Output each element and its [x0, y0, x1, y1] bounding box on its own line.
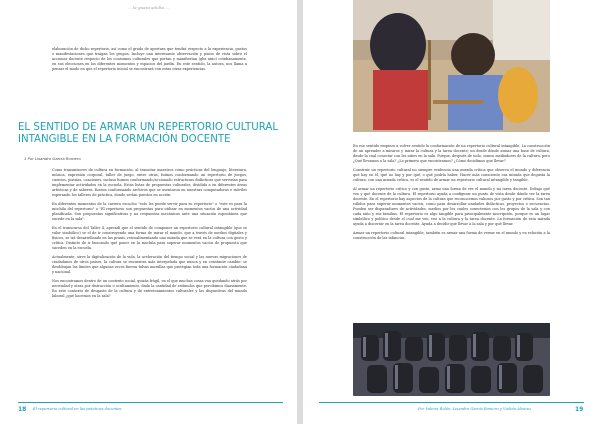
footer-text: El repertorio cultural en las prácticas docentes [33, 407, 122, 411]
running-head: ... la guasa adulta ... [127, 5, 170, 10]
right-body [353, 144, 550, 245]
body-paragraph: Armar un repertorio cultural intangible, también es armar una forma de verme en el mundo y en relación a la construcción de las infancias. [353, 230, 550, 240]
body-paragraph: Construir un repertorio cultural no siempre evidencia una mirada crítica que observa el mundo y diferencia qué hay en él, qué no hay y por qué, o qué podría haber. Hacer más consciente esa mirada que degusta la cultura, con una mirada crítica, es el sentido de armar un repertorio cultural intangible y tangible. [353, 167, 550, 183]
intro-paragraph [52, 47, 247, 76]
footer-rule [319, 402, 584, 403]
body-paragraph: En ese sentido empiezo a volver sentido la conformación de un repertorio cultural intangible. La construcción de un aprender a mirarse y mirar la cultura y la tarea docente; un desde dónde armar una base de cultura, desde la cual conectar con les niñes en la sala. Porque, después de todo, somos mediadores de la cultura, pero ¿Qué llevamos a la sala? ¿Lo primero que encontramos? ¿Cómo decidimos que llevar? [353, 144, 550, 164]
author-line: 1 Por Lisandro García Romero [24, 156, 81, 161]
body-paragraph: Nos encontramos dentro de un contexto social, quizás frágil, en el que muchas cosas van quedando atrás por necesidad y otras por distracción o ocultamiento, dado la cantidad de estímulos que percibimos diariamente. En este contexto de desgaste de la cultura y de entretenimientos culturales y las disyuntivas del mundo laboral ¿qué hacemos en la sala? [52, 278, 247, 299]
toys-photo [353, 323, 550, 396]
body-paragraph: En el transcurso del Taller 4, aprendí que el sentido de componer un repertorio cultural intangible (que se valor simbólico) se el de ir construyendo una forma de mirar el mundo, que a través de medios digitales y físicos, se irá desarrollando en las praxis, retroalimentando una mirada que se verá en la cultura con gusto y crítica. Distinto de ir buscando qué poner en la mochila para superar momentos vacíos de propuesta que suceden en la escuela. [52, 225, 247, 251]
footer-rule [18, 402, 283, 403]
body-paragraph: Como transmisores de cultura en formación, al transitar maestros como prácticas del lenguaje, literatura, música, expresión corporal, taller de juego, entre otras, fuimos conformando un repertorio de juegos, cuentos, poesías, canciones, incluso fuimos conformando/accionado estructuras didácticas que servirían para implementar actividades en la escuela. Estas listas de propuestas culturales, dividida a en diferentes áreas artísticas y de saberes, fueron conformando archivos que se asentaron en nuestras computadoras e móviles esperando los talleres de práctica, donde serían puestos en acción. [52, 168, 247, 198]
body-paragraph: En diferentes momentos de la carrera escucho "esto les puede servir para su repertorio" o "este es para la mochila del repertorio" o "El repertorio son propuestas para utilizar en momentos vacíos de una actividad planificada. Son propuestas significativas y no respuestas mecánicas ante una situación espontánea que sucede en la sala". [52, 202, 247, 222]
left-body [52, 168, 247, 303]
body-paragraph: Actualmente, sirve la digitalización de la vida, la aceleración del tiempo social y las nuevas migraciones de ciudadanos de otros países, la cultura se encuentra más interpelada que nunca y en constante cambio: se desdibujan los límites que algunas veces fueron falsas murallas que protegían toda una formación ciudadana y nacional. [52, 254, 247, 275]
page-number: 18 [18, 406, 27, 413]
footer-text: Por Valeria Rolón, Lisandro García Romero y Violeta Álvarez [418, 407, 532, 411]
left-page [0, 0, 297, 424]
page-number: 19 [575, 406, 584, 413]
classroom-photo [353, 0, 550, 132]
right-page [303, 0, 600, 424]
body-paragraph: Al armar un repertorio crítico y con gusto, armo una forma de ver el mundo y mi tarea docente. Debajo qué veo y qué docente de la cultura. El repertorio ayuda a configurar un punto de vista desde dónde ver la tarea docente. En el repertorio hay aspectos de la cultura que reconocemos valiosos por gusto y por crítica. Son tan válidos para superar momentos vacíos, como para desarrollar unidades didácticas, proyectos o secuencias. Pueden ser disparadores de actividades, medios por les cuales conectemos con les grupos de la sala y con cada niño y sus familias. El repertorio es algo tangible para principalmente inscripción, porque es un lugar simbólico y político desde el cual me veo, veo a la cultura y la tarea docente. La formación de esta mirada ayuda a discernir en la tarea docente. Ayuda a decidir qué llevar a la sala y por qué llevar. [353, 186, 550, 227]
intro-text: elaboración de dicho repertorio, así como el grado de apertura que tendrá respecto a la experiencia, gustos o manifestaciones que traigan los grupos. Incluye una interesante observación y punto de vista sobre el accionar docente respecto de los consumos culturales que portan y manifiestan (ghs niño) cotidianamente, en sus elecciones en los diferentes momentos y espacios del jardín. En este sentido, la autora, nos llama a pensar el modo en que el repertorio inicial se encontrará con estas otras experiencias. [52, 47, 247, 72]
page-title: EL SENTIDO DE ARMAR UN REPERTORIO CULTURAL INTANGIBLE EN LA FORMACIÓN DOCENTE [18, 122, 279, 145]
